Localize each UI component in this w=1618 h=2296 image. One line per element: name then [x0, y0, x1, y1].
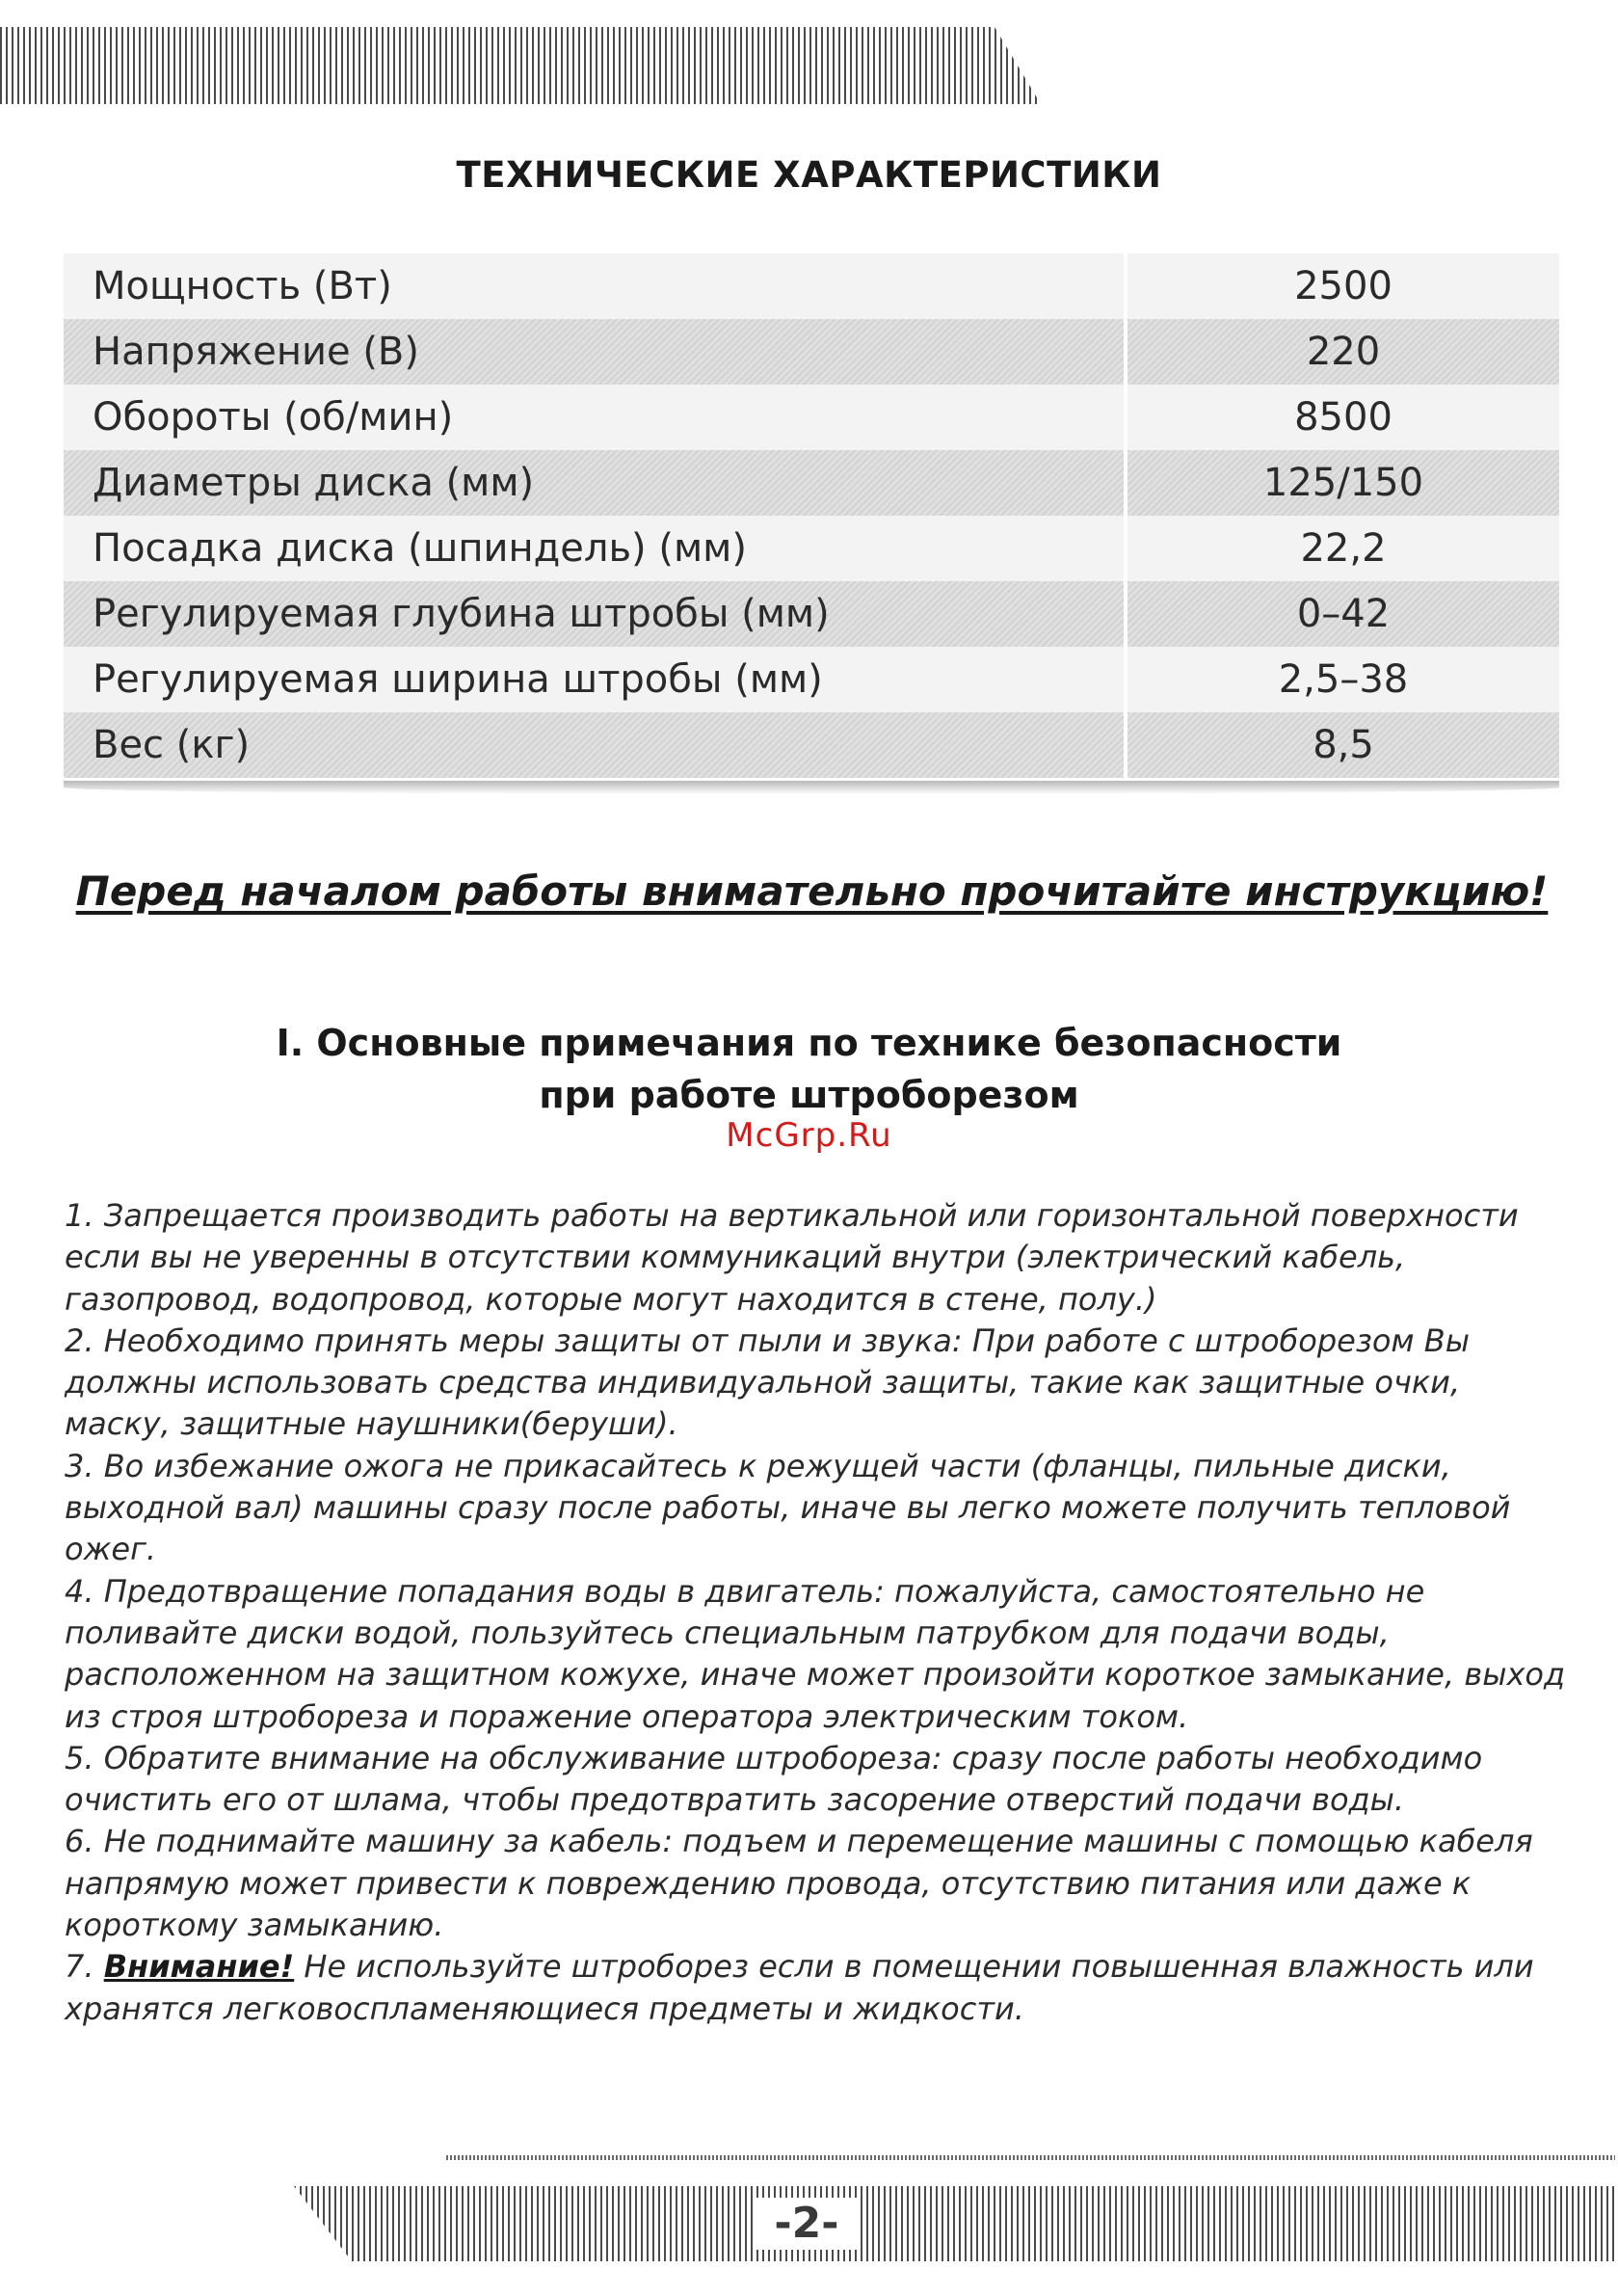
table-row	[64, 647, 1559, 712]
spec-value: 2500	[1126, 254, 1559, 319]
safety-note: 3. Во избежание ожога не прикасайтесь к режущей части (фланцы, пильные диски, выходной вал) машины сразу после работы, иначе вы легко можете получить тепловой ожег.	[65, 1447, 1511, 1568]
spec-value: 220	[1126, 319, 1559, 385]
page-title: ТЕХНИЧЕСКИЕ ХАРАКТЕРИСТИКИ	[456, 154, 1162, 196]
section-heading-line1: I. Основные примечания по технике безопасности	[276, 1022, 1342, 1064]
spec-label: Диаметры диска (мм)	[64, 450, 1126, 516]
footer-hatch-band	[294, 2186, 1618, 2261]
safety-notes	[65, 1195, 1568, 2030]
spec-table	[64, 254, 1559, 778]
table-row	[64, 581, 1559, 647]
table-row	[64, 385, 1559, 450]
section-heading	[0, 1017, 1618, 1121]
read-instructions-warning: Перед началом работы внимательно прочитайте инструкцию!	[75, 868, 1549, 915]
spec-value: 125/150	[1126, 450, 1559, 516]
spec-label: Напряжение (В)	[64, 319, 1126, 385]
safety-note-7	[65, 1946, 1568, 2030]
spec-label: Мощность (Вт)	[64, 254, 1126, 319]
page-number: -2-	[754, 2198, 860, 2250]
safety-note: 1. Запрещается производить работы на вертикальной или горизонтальной поверхности если вы не уверенны в отсутствии коммуникаций внутри (электрический кабель, газопровод, водопровод, которые могут находится в стене, полу.)	[65, 1197, 1519, 1318]
table-row	[64, 254, 1559, 319]
spec-value: 2,5–38	[1126, 647, 1559, 712]
table-row	[64, 516, 1559, 581]
safety-note: 2. Необходимо принять меры защиты от пыли и звука: При работе с штроборезом Вы должны использовать средства индивидуальной защиты, такие как защитные очки, маску, защитные наушники(беруши).	[65, 1322, 1470, 1443]
watermark-link[interactable]: McGrp.Ru	[726, 1116, 892, 1155]
spec-label: Вес (кг)	[64, 712, 1126, 778]
table-row	[64, 319, 1559, 385]
spec-label: Регулируемая ширина штробы (мм)	[64, 647, 1126, 712]
attention-label: Внимание!	[103, 1948, 295, 1986]
spec-value: 0–42	[1126, 581, 1559, 647]
spec-value: 8500	[1126, 385, 1559, 450]
safety-note: 4. Предотвращение попадания воды в двигатель: пожалуйста, самостоятельно не поливайте диски водой, пользуйтесь специальным патрубком для подачи воды, расположенном на защитном кожухе, иначе может произойти короткое замыкание, выход из строя штробореза и поражение оператора электрическим током.	[65, 1572, 1566, 1735]
header-hatch-band	[0, 27, 1041, 104]
section-heading-line2: при работе штроборезом	[539, 1074, 1079, 1116]
spec-label: Регулируемая глубина штробы (мм)	[64, 581, 1126, 647]
spec-value: 22,2	[1126, 516, 1559, 581]
safety-note: 6. Не поднимайте машину за кабель: подъем и перемещение машины с помощью кабеля напрямую может привести к повреждению провода, отсутствию питания или даже к короткому замыканию.	[65, 1823, 1533, 1944]
spec-value: 8,5	[1126, 712, 1559, 778]
table-row	[64, 712, 1559, 778]
note-text: Не используйте штроборез если в помещении повышенная влажность или хранятся легковоспламеняющиеся предметы и жидкости.	[65, 1948, 1534, 2027]
safety-note: 5. Обратите внимание на обслуживание штробореза: сразу после работы необходимо очистить его от шлама, чтобы предотвратить засорение отверстий подачи воды.	[65, 1739, 1483, 1819]
table-row	[64, 450, 1559, 516]
spec-label: Обороты (об/мин)	[64, 385, 1126, 450]
table-shadow	[64, 781, 1559, 794]
footer-dotted-line	[446, 2155, 1615, 2160]
spec-label: Посадка диска (шпиндель) (мм)	[64, 516, 1126, 581]
note-number: 7.	[65, 1948, 104, 1986]
